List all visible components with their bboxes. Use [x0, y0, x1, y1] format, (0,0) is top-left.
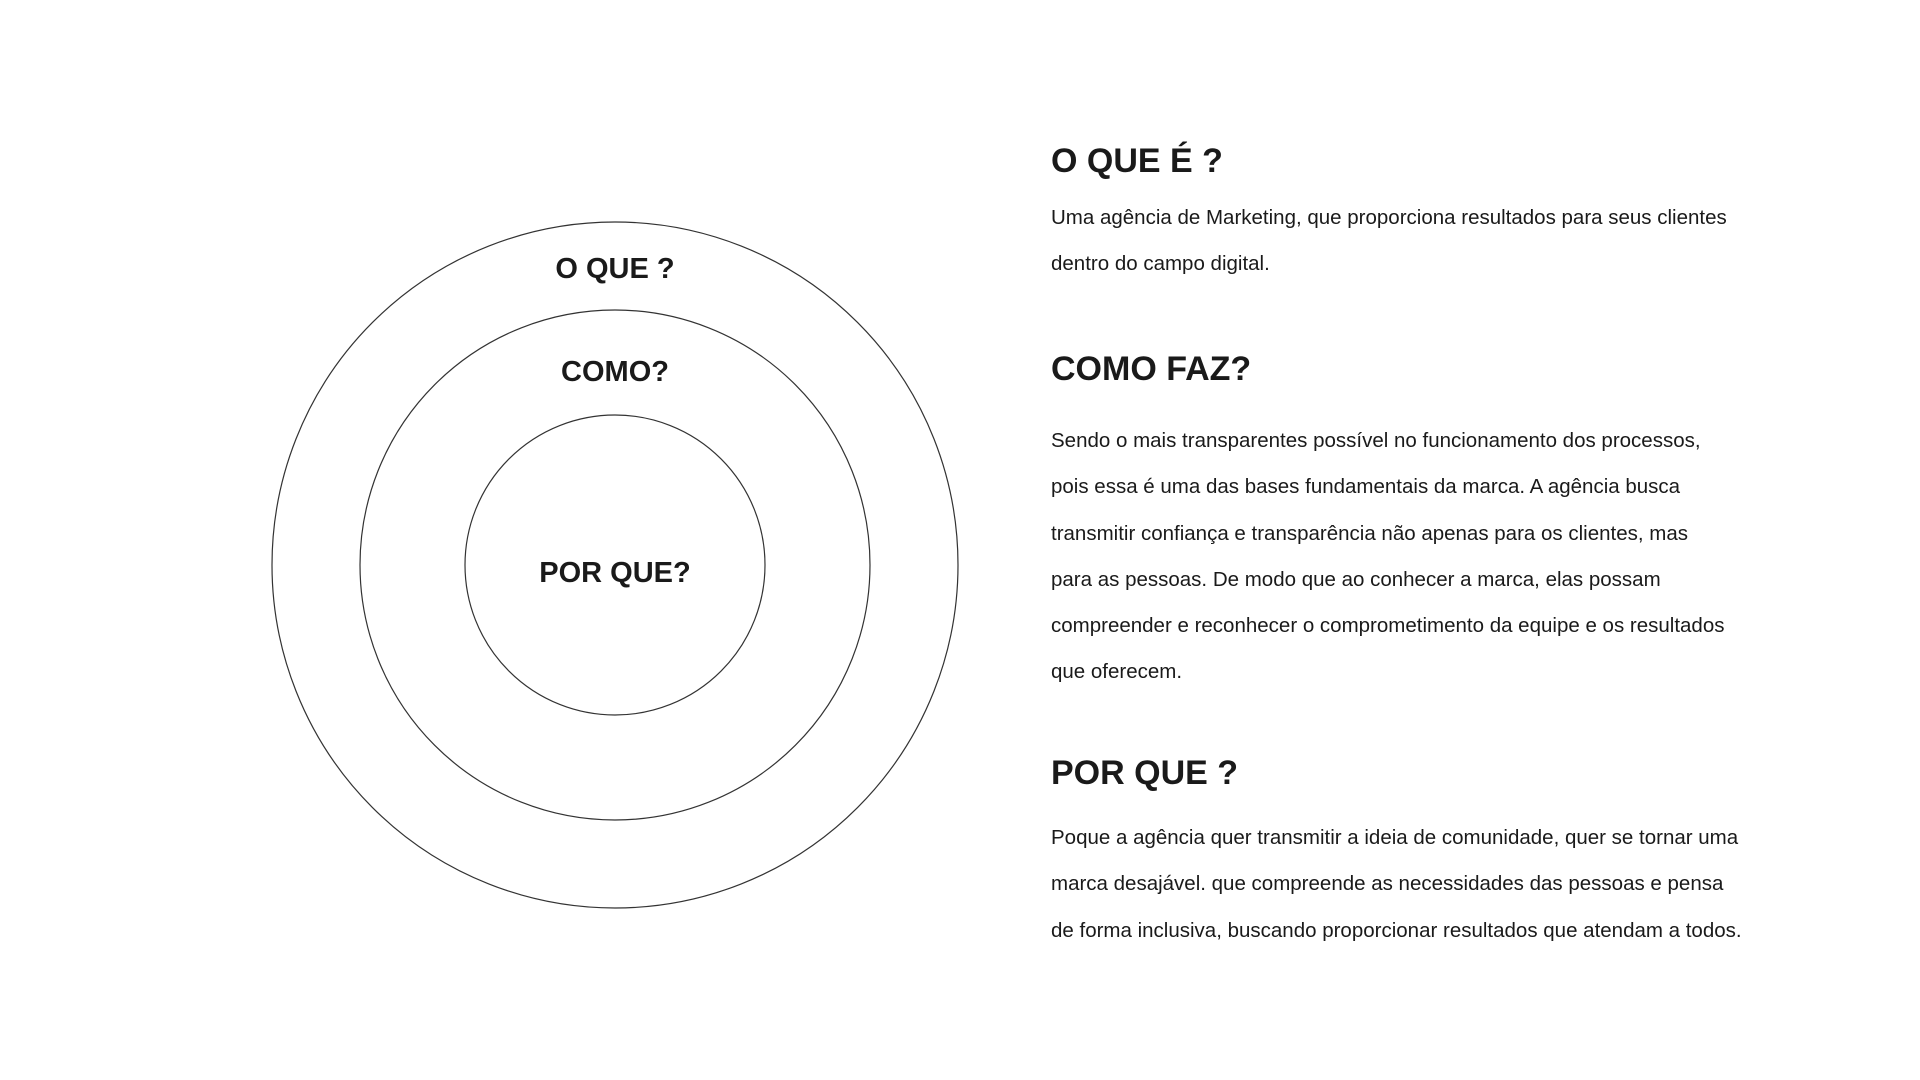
text-line: Poque a agência quer transmitir a ideia de comunidade, quer se tornar uma: [1051, 826, 1739, 849]
section-what: [1051, 141, 1791, 288]
section-what-body: [1051, 195, 1791, 288]
text-line: de forma inclusiva, buscando proporcionar resultados que atendam a todos.: [1051, 918, 1742, 942]
middle-circle-label: COMO?: [561, 356, 669, 388]
section-why-body: [1051, 815, 1791, 954]
section-how-heading: COMO FAZ?: [1051, 350, 1252, 388]
text-line: dentro do campo digital.: [1051, 252, 1270, 276]
text-line: pois essa é uma das bases fundamentais da marca. A agência busca: [1051, 475, 1681, 499]
section-why: [1051, 753, 1791, 954]
text-line: Sendo o mais transparentes possível no funcionamento dos processos,: [1051, 429, 1701, 452]
text-line: que oferecem.: [1051, 660, 1183, 684]
section-how-body: [1051, 418, 1791, 696]
text-line: compreender e reconhecer o comprometimento da equipe e os resultados: [1051, 614, 1725, 638]
outer-circle-label: O QUE ?: [555, 253, 675, 285]
text-line: para as pessoas. De modo que ao conhecer a marca, elas possam: [1051, 567, 1661, 591]
section-why-heading: POR QUE ?: [1051, 754, 1239, 792]
text-line: transmitir confiança e transparência não apenas para os clientes, mas: [1051, 521, 1688, 545]
text-line: marca desajável. que compreende as necessidades das pessoas e pensa: [1051, 872, 1724, 896]
text-line: Uma agência de Marketing, que proporciona resultados para seus clientes: [1051, 206, 1727, 229]
section-how: [1051, 349, 1791, 696]
inner-circle-label: POR QUE?: [539, 557, 691, 589]
section-what-heading: O QUE É ?: [1051, 142, 1223, 180]
